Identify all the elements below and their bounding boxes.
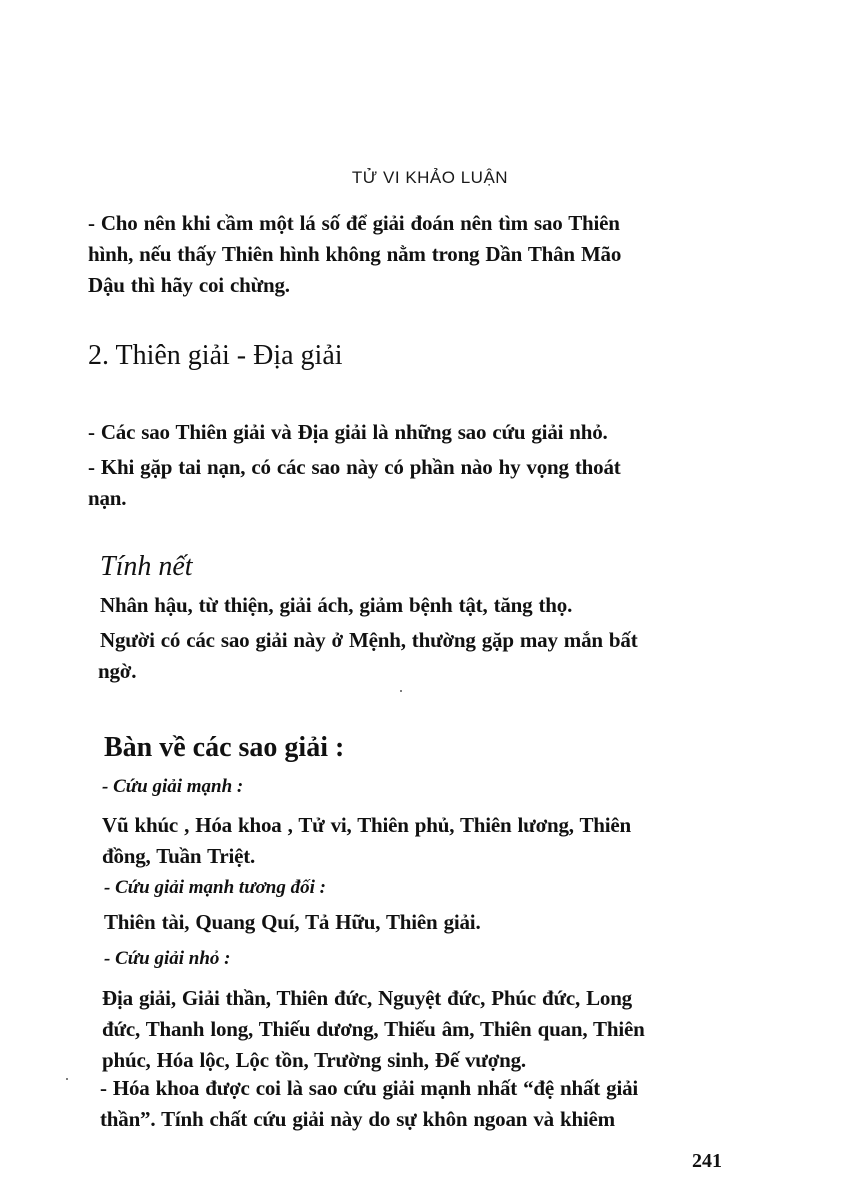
group-stars	[102, 983, 734, 1076]
running-header: TỬ VI KHẢO LUẬN	[351, 168, 509, 187]
text-line: Vũ khúc , Hóa khoa , Tử vi, Thiên phủ, Thiên lương, Thiên	[102, 813, 632, 837]
scan-speck	[66, 1078, 68, 1080]
text-line: thần”. Tính chất cứu giải này do sự khôn ngoan và khiêm	[100, 1107, 615, 1131]
intro-paragraph	[88, 208, 728, 301]
text-line: - Các sao Thiên giải và Địa giải là những sao cứu giải nhỏ.	[88, 420, 608, 444]
subsection-heading: Tính nết	[100, 551, 193, 582]
text-line: Địa giải, Giải thần, Thiên đức, Nguyệt đức, Phúc đức, Long	[102, 986, 632, 1010]
group-label: - Cứu giải nhỏ :	[104, 948, 231, 969]
text-line: Người có các sao giải này ở Mệnh, thường gặp may mắn bất	[100, 628, 638, 652]
section-title: 2. Thiên giải - Địa giải	[88, 340, 343, 371]
section-paragraph	[88, 417, 728, 514]
text-line: Nhân hậu, từ thiện, giải ách, giảm bệnh tật, tăng thọ.	[100, 593, 573, 617]
text-line: phúc, Hóa lộc, Lộc tồn, Trường sinh, Đế vượng.	[102, 1048, 526, 1072]
text-line: nạn.	[88, 486, 127, 510]
character-paragraph	[100, 590, 740, 687]
discussion-heading: Bàn về các sao giải :	[104, 732, 345, 763]
group-label: - Cứu giải mạnh tương đối :	[104, 877, 326, 898]
text-line: Dậu thì hãy coi chừng.	[88, 273, 290, 297]
closing-paragraph	[100, 1073, 736, 1135]
group-stars	[104, 907, 744, 938]
text-line: - Cho nên khi cầm một lá số để giải đoán nên tìm sao Thiên	[88, 211, 620, 235]
scan-speck	[400, 690, 402, 692]
text-line: - Hóa khoa được coi là sao cứu giải mạnh nhất “đệ nhất giải	[100, 1076, 639, 1100]
page-number: 241	[692, 1150, 722, 1172]
group-stars	[102, 810, 742, 872]
text-line: đức, Thanh long, Thiếu dương, Thiếu âm, Thiên quan, Thiên	[102, 1017, 645, 1041]
text-line: Thiên tài, Quang Quí, Tả Hữu, Thiên giải.	[104, 910, 481, 934]
text-line: đồng, Tuần Triệt.	[102, 844, 256, 868]
text-line: hình, nếu thấy Thiên hình không nằm trong Dần Thân Mão	[88, 242, 622, 266]
group-label: - Cứu giải mạnh :	[102, 776, 244, 797]
text-line: - Khi gặp tai nạn, có các sao này có phần nào hy vọng thoát	[88, 455, 621, 479]
text-line: ngờ.	[98, 659, 137, 683]
